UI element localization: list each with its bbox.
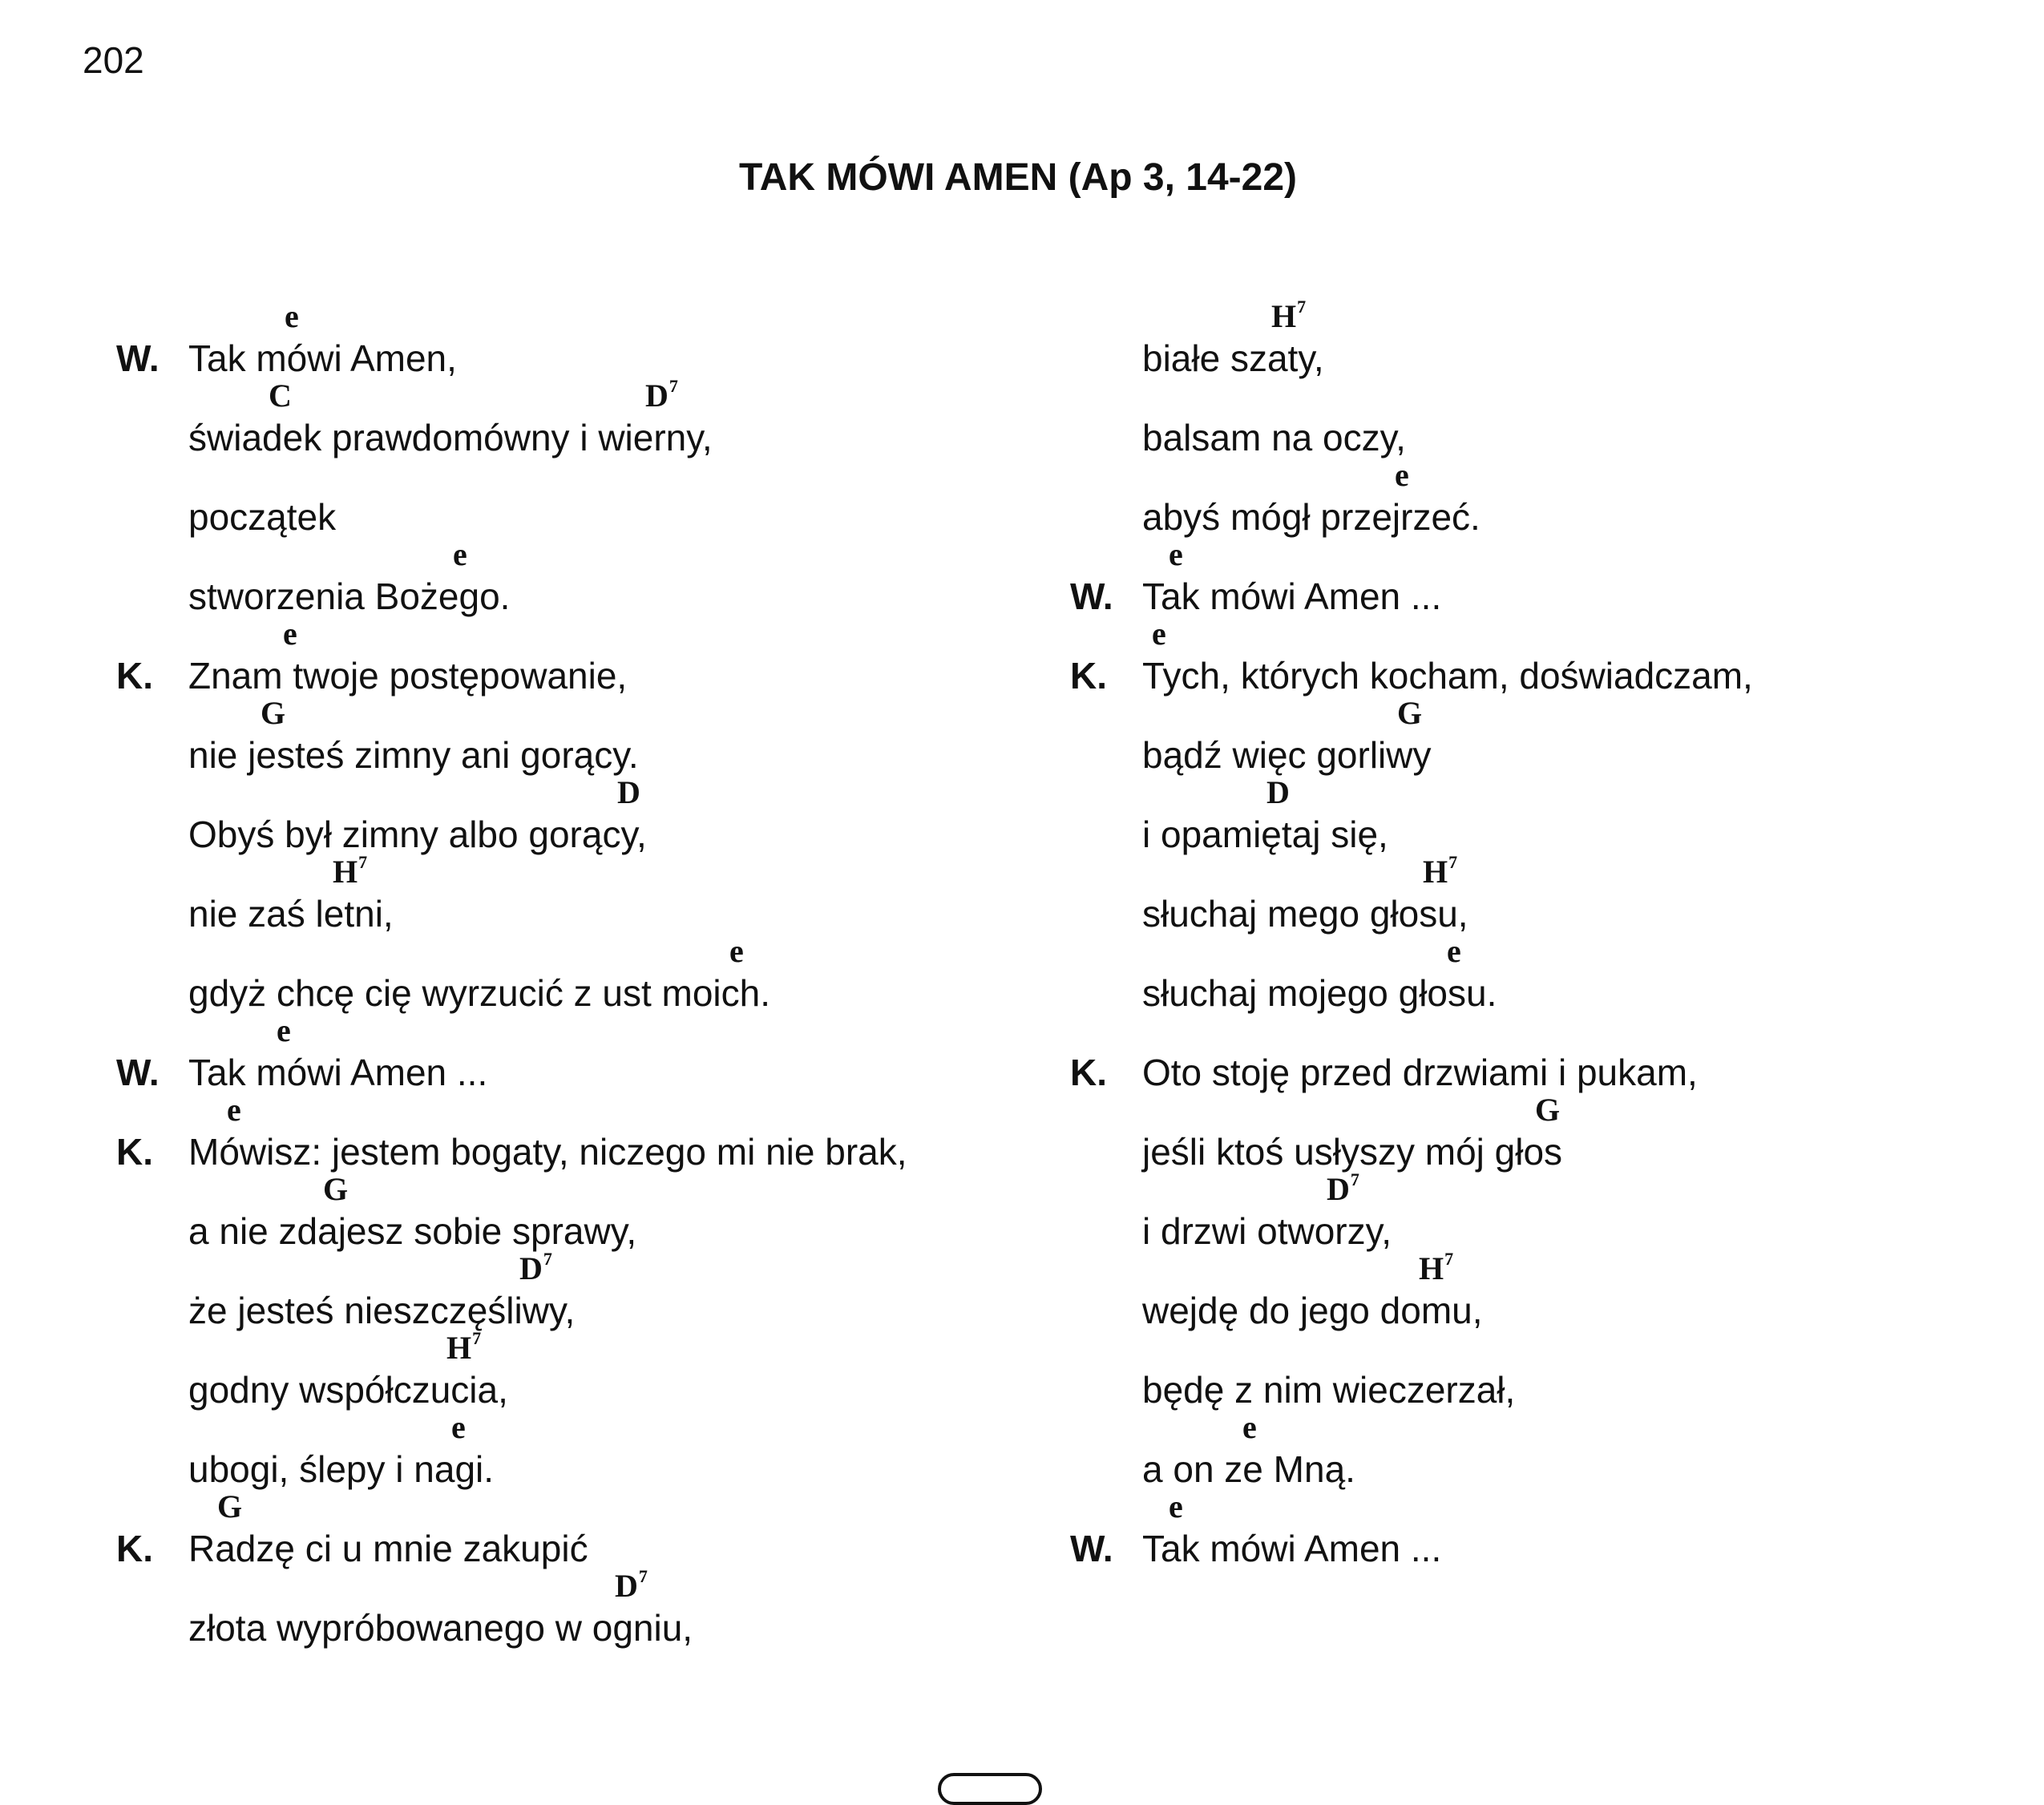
chord-name: e [1242,1409,1257,1445]
lyric-line [116,536,1030,618]
lyric-text: gdyż chcę cię wyrzucić z ust moich. [188,972,771,1014]
chord-name: e [453,536,467,572]
chord-name: G [261,695,286,731]
lyric-text: Tak mówi Amen ... [1142,575,1442,617]
lyric-text: białe szaty, [1142,337,1324,379]
chord-extension: 7 [1350,1169,1359,1189]
lyric-line [1070,296,1984,380]
chord [285,298,299,334]
lyric-line [116,935,1030,1015]
chord [1535,1094,1560,1126]
chord [1397,697,1422,729]
chord [269,380,292,412]
lyric-line [116,1173,1030,1253]
voice-marker: W. [116,1052,160,1093]
chord-name: D [1327,1171,1350,1207]
chord-extension: 7 [1448,851,1458,872]
lyric-line [116,1012,1030,1094]
chord [277,1012,291,1048]
chord-extension: 7 [1297,296,1307,317]
chord [217,1488,243,1524]
lyric-text: Radzę ci u mnie zakupić [188,1528,588,1569]
lyric-line [116,1248,1030,1332]
chord-extension: 7 [638,1565,648,1586]
lyric-line [1070,1015,1984,1094]
lyric-line [1070,459,1984,539]
chord [453,536,467,572]
chord [519,1248,552,1286]
lyric-text: i drzwi otworzy, [1142,1210,1392,1252]
lyric-text: nie jesteś zimny ani gorący. [188,734,639,776]
chord-name: C [269,378,292,414]
lyric-line [1070,1332,1984,1411]
page-number: 202 [83,39,144,81]
voice-marker: W. [1070,575,1113,617]
lyric-line [1070,1488,1984,1570]
chord [1242,1411,1257,1444]
chord-name: H [333,854,358,890]
lyric-line [116,618,1030,697]
chord-extension: 7 [669,375,678,396]
page-footer-ornament [938,1773,1042,1805]
chord-name: e [1169,1488,1183,1524]
lyric-text: słuchaj mego głosu, [1142,893,1468,935]
chord-extension: 7 [1444,1248,1454,1269]
lyric-text: początek [188,496,337,538]
chord [227,1094,241,1126]
chord [1152,618,1166,650]
voice-marker: K. [1070,655,1107,697]
lyric-text: Znam twoje postępowanie, [188,655,628,697]
lyric-line [1070,618,1984,697]
lyric-text: a nie zdajesz sobie sprawy, [188,1210,637,1252]
lyric-line [116,375,1030,459]
chord-name: H [1271,298,1297,334]
lyric-text: bądź więc gorliwy [1142,734,1432,776]
lyric-line [116,1565,1030,1650]
chord-extension: 7 [543,1248,552,1269]
lyric-line [1070,697,1984,777]
lyric-text: wejdę do jego domu, [1142,1290,1483,1331]
lyric-line [116,851,1030,935]
chord [1447,935,1461,967]
chord-name: G [1397,695,1423,731]
lyric-line [116,1094,1030,1173]
lyric-text: Tych, których kocham, doświadczam, [1142,655,1753,697]
lyric-line [116,1327,1030,1411]
chord [1423,851,1458,890]
voice-marker: K. [116,655,153,697]
chord-name: D [615,1568,638,1604]
chord [1266,774,1290,810]
chord-name: H [446,1330,472,1366]
lyric-text: Tak mówi Amen ... [1142,1528,1442,1569]
lyric-line [1070,1094,1984,1173]
chord-extension: 7 [358,851,368,872]
lyric-line [116,697,1030,777]
chord-name: e [227,1092,241,1128]
lyric-line [1070,774,1984,856]
lyric-text: i opamiętaj się, [1142,814,1388,855]
lyric-line [1070,935,1984,1015]
chord-name: G [1535,1092,1561,1128]
lyric-text: abyś mógł przejrzeć. [1142,496,1480,538]
chord-name: e [277,1012,291,1048]
chord-name: D [519,1250,543,1286]
chord-name: e [1395,457,1409,493]
lyric-text: złota wypróbowanego w ogniu, [188,1607,693,1649]
lyric-text: świadek prawdomówny i wierny, [188,417,713,458]
chord-name: D [1266,774,1290,810]
chord [729,935,744,967]
chord [446,1327,482,1366]
chord [333,851,368,890]
chord-name: D [645,378,669,414]
chord-name: H [1419,1250,1444,1286]
lyric-line [1070,1411,1984,1491]
lyric-text: słuchaj mojego głosu. [1142,972,1497,1014]
chord [617,774,640,810]
chord [1169,1488,1183,1524]
chord [1395,459,1409,491]
lyric-line [116,1488,1030,1570]
lyric-text: godny współczucia, [188,1369,508,1411]
chord [1327,1169,1359,1207]
lyric-line [116,298,1030,380]
chord [615,1565,648,1604]
lyric-line [1070,1248,1984,1332]
voice-marker: K. [116,1131,153,1173]
chord [1419,1248,1454,1286]
lyric-text: będę z nim wieczerzał, [1142,1369,1516,1411]
chord [1169,536,1183,572]
chord-name: e [1447,933,1461,969]
chord-name: e [451,1409,466,1445]
voice-marker: W. [116,337,160,379]
lyric-text: Tak mówi Amen ... [188,1052,488,1093]
chord-name: e [283,616,297,652]
chord-name: G [323,1171,349,1207]
chord-name: G [217,1488,243,1524]
voice-marker: W. [1070,1528,1113,1569]
lyric-line [1070,1169,1984,1253]
chord [451,1411,466,1444]
lyric-text: Mówisz: jestem bogaty, niczego mi nie brak, [188,1131,907,1173]
lyric-text: że jesteś nieszczęśliwy, [188,1290,576,1331]
lyric-text: Oto stoję przed drzwiami i pukam, [1142,1052,1698,1093]
chord-extension: 7 [472,1327,482,1348]
lyric-text: balsam na oczy, [1142,417,1406,458]
chord [1271,296,1307,334]
voice-marker: K. [116,1528,153,1569]
lyric-line [1070,536,1984,618]
lyric-line [1070,851,1984,935]
left-column [116,298,1030,1650]
song-title: TAK MÓWI AMEN (Ap 3, 14-22) [738,156,1298,199]
chord-name: e [1152,616,1166,652]
lyric-line [1070,380,1984,459]
lyric-line [116,774,1030,856]
lyric-line [116,1411,1030,1491]
voice-marker: K. [1070,1052,1107,1093]
lyric-text: ubogi, ślepy i nagi. [188,1448,495,1490]
right-column [1070,296,1984,1570]
chord-name: H [1423,854,1448,890]
chord-name: D [617,774,640,810]
lyric-text: Obyś był zimny albo gorący, [188,814,647,855]
chord [645,375,678,414]
chord [283,618,297,650]
chord-name: e [285,298,299,334]
chord [261,697,285,729]
lyric-line [116,459,1030,539]
chord-name: e [1169,536,1183,572]
lyric-text: stworzenia Bożego. [188,575,511,617]
lyric-text: jeśli ktoś usłyszy mój głos [1142,1131,1563,1173]
chord-name: e [729,933,744,969]
lyric-text: nie zaś letni, [188,893,394,935]
lyric-text: a on ze Mną. [1142,1448,1355,1490]
chord [323,1173,348,1205]
lyric-text: Tak mówi Amen, [188,337,457,379]
